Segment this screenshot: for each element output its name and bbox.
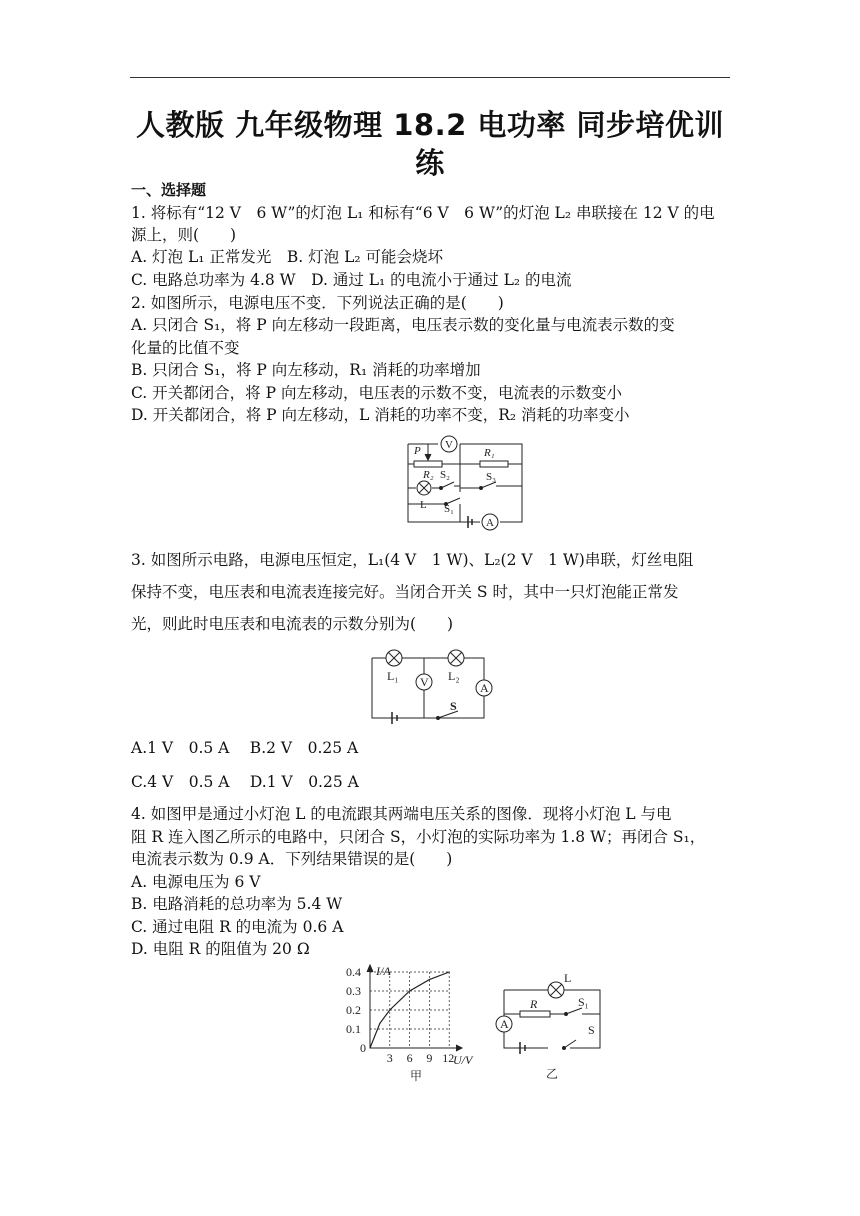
q1-stem-line-2: 源上，则( ) bbox=[131, 226, 237, 244]
q2-label-p: P bbox=[414, 445, 421, 457]
q3-stem-line-3: 光，则此时电压表和电流表的示数分别为( ) bbox=[131, 615, 454, 633]
q3-label-s: S bbox=[450, 699, 457, 713]
chart-data-point bbox=[449, 971, 450, 972]
q4-ammeter-label: A bbox=[500, 1017, 509, 1031]
chart-x-label: U/V bbox=[453, 1053, 473, 1067]
chart-y-tick-label: 0.3 bbox=[346, 984, 361, 998]
q2-wire-battery bbox=[460, 504, 480, 522]
q2-switch-s2 bbox=[441, 482, 454, 488]
q4-lamp-cross bbox=[550, 984, 562, 996]
q3-stem-line-1: 3. 如图所示电路，电源电压恒定，L₁(4 V 1 W)、L₂(2 V 1 W)串联，灯丝电阻 bbox=[131, 551, 694, 569]
q3-label-l1: L₁ bbox=[387, 669, 399, 683]
q3-circuit-diagram bbox=[362, 644, 494, 724]
chart-x-tick-label: 6 bbox=[406, 1051, 413, 1065]
q2-option-a-line-1: A. 只闭合 S₁，将 P 向左移动一段距离，电压表示数的变化量与电流表示数的变 bbox=[131, 316, 675, 334]
q3-options-cd: C.4 V 0.5 A D.1 V 0.25 A bbox=[131, 773, 359, 791]
q2-option-a-line-2: 化量的比值不变 bbox=[131, 339, 240, 357]
q4-label-s1: S₁ bbox=[578, 995, 589, 1009]
q4-switch-s bbox=[564, 1040, 576, 1048]
q4-circuit-yi bbox=[490, 962, 620, 1084]
q4-option-a: A. 电源电压为 6 V bbox=[131, 873, 261, 891]
section-heading: 一、选择题 bbox=[131, 181, 207, 199]
q4-stem-line-3: 电流表示数为 0.9 A．下列结果错误的是( ) bbox=[131, 850, 453, 868]
q2-option-c: C. 开关都闭合，将 P 向左移动，电压表的示数不变，电流表的示数变小 bbox=[131, 384, 622, 402]
q3-options-ab: A.1 V 0.5 A B.2 V 0.25 A bbox=[131, 739, 359, 757]
q4-label-s: S bbox=[588, 1023, 595, 1037]
q4-caption-yi: 乙 bbox=[546, 1067, 559, 1081]
q2-ammeter-label: A bbox=[486, 517, 494, 529]
q2-label-s2: S₂ bbox=[440, 469, 450, 481]
q1-options-ab: A. 灯泡 L₁ 正常发光 B. 灯泡 L₂ 可能会烧坏 bbox=[131, 248, 444, 266]
q1-stem-line-1: 1. 将标有“12 V 6 W”的灯泡 L₁ 和标有“6 V 6 W”的灯泡 L₂ 串联接在 12 V 的电 bbox=[131, 204, 715, 222]
q3-lamp-l1-cross bbox=[388, 652, 400, 664]
chart-y-tick-label: 0 bbox=[360, 1041, 366, 1055]
title-line-1: 人教版 九年级物理 18.2 电功率 同步培优训 bbox=[136, 108, 724, 142]
chart-data-point bbox=[379, 1023, 380, 1024]
chart-data-point bbox=[389, 1009, 390, 1010]
q1-options-cd: C. 电路总功率为 4.8 W D. 通过 L₁ 的电流小于通过 L₂ 的电流 bbox=[131, 271, 572, 289]
q3-lamp-l2-cross bbox=[450, 652, 462, 664]
q2-label-r2: R₂ bbox=[423, 469, 434, 481]
chart-caption-jia: 甲 bbox=[410, 1069, 423, 1083]
q2-label-r1: R₁ bbox=[484, 447, 495, 459]
chart-y-tick-label: 0.4 bbox=[346, 965, 361, 979]
q2-label-s3: S₃ bbox=[486, 471, 496, 483]
q4-resistor-r bbox=[520, 1011, 550, 1017]
q2-option-b: B. 只闭合 S₁，将 P 向左移动，R₁ 消耗的功率增加 bbox=[131, 361, 481, 379]
q2-label-s1: S₁ bbox=[444, 503, 454, 515]
q2-lamp-cross bbox=[419, 483, 429, 493]
q2-rheostat-r2 bbox=[414, 461, 442, 467]
q2-slider-arrow bbox=[425, 454, 431, 460]
chart-x-tick-label: 12 bbox=[442, 1051, 455, 1065]
q4-label-l: L bbox=[564, 971, 572, 985]
q4-option-b: B. 电路消耗的总功率为 5.4 W bbox=[131, 895, 343, 913]
chart-y-tick-label: 0.1 bbox=[346, 1022, 361, 1036]
chart-y-label: I/A bbox=[376, 964, 391, 978]
q4-graph-jia bbox=[340, 962, 480, 1084]
q2-stem: 2. 如图所示，电源电压不变．下列说法正确的是( ) bbox=[131, 294, 504, 312]
q4-stem-line-2: 阻 R 连入图乙所示的电路中，只闭合 S，小灯泡的实际功率为 1.8 W；再闭合 S₁， bbox=[131, 828, 706, 846]
q4-stem-line-1: 4. 如图甲是通过小灯泡 L 的电流跟其两端电压关系的图像．现将小灯泡 L 与电 bbox=[131, 805, 672, 823]
title-line-2: 练 bbox=[415, 146, 445, 180]
q2-label-l: L bbox=[420, 499, 427, 511]
chart-x-tick-label: 9 bbox=[426, 1051, 433, 1065]
q3-stem-line-2: 保持不变，电压表和电流表连接完好。当闭合开关 S 时，其中一只灯泡能正常发 bbox=[131, 583, 679, 601]
q3-ammeter-label: A bbox=[480, 681, 489, 695]
chart-x-arrow bbox=[456, 1045, 462, 1051]
page-title bbox=[130, 106, 730, 182]
chart-x-tick-label: 3 bbox=[386, 1051, 393, 1065]
q4-label-r: R bbox=[530, 997, 538, 1011]
q3-voltmeter-label: V bbox=[420, 675, 429, 689]
q4-option-c: C. 通过电阻 R 的电流为 0.6 A bbox=[131, 918, 344, 936]
q2-voltmeter-label: V bbox=[445, 439, 453, 451]
q2-option-d: D. 开关都闭合，将 P 向左移动，L 消耗的功率不变，R₂ 消耗的功率变小 bbox=[131, 406, 630, 424]
chart-data-point bbox=[429, 979, 430, 980]
top-rule bbox=[130, 77, 730, 78]
chart-data-point bbox=[369, 1047, 370, 1048]
chart-data-point bbox=[409, 990, 410, 991]
q2-circuit-diagram bbox=[400, 432, 530, 532]
q2-resistor-r1 bbox=[480, 461, 508, 467]
q4-option-d: D. 电阻 R 的阻值为 20 Ω bbox=[131, 940, 310, 958]
q3-label-l2: L₂ bbox=[448, 669, 460, 683]
chart-y-tick-label: 0.2 bbox=[346, 1003, 361, 1017]
chart-y-arrow bbox=[367, 965, 373, 972]
